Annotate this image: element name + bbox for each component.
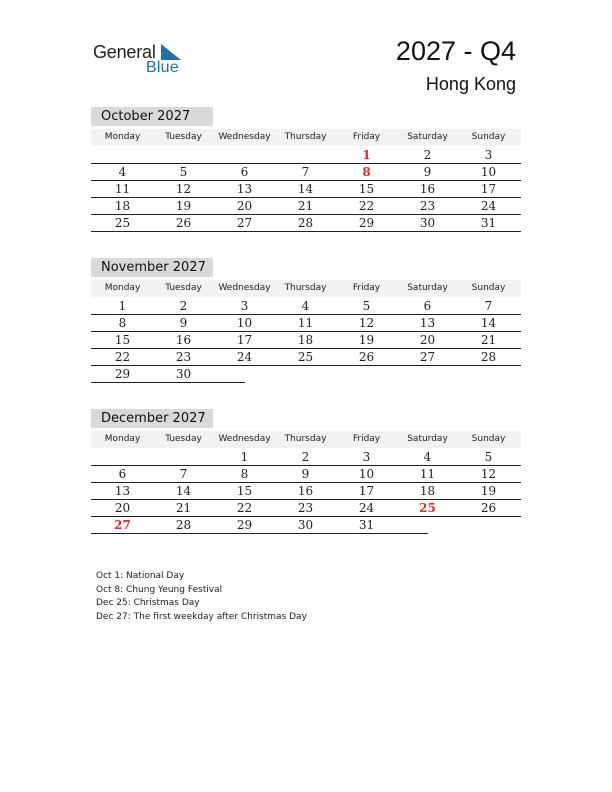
day-cell: 31 bbox=[480, 216, 497, 230]
day-cell: 27 bbox=[236, 216, 253, 230]
weekday-label: Wednesday bbox=[218, 434, 271, 444]
logo-blue-text: Blue bbox=[146, 59, 179, 76]
day-cell: 10 bbox=[480, 165, 497, 179]
weekday-label: Monday bbox=[104, 132, 141, 142]
day-cell: 18 bbox=[297, 333, 314, 347]
logo bbox=[93, 40, 193, 80]
day-cell: 5 bbox=[179, 165, 188, 179]
day-cell: 29 bbox=[114, 367, 131, 381]
empty-day-cell bbox=[458, 366, 519, 383]
weekday-label: Friday bbox=[352, 132, 381, 142]
day-cell: 25 bbox=[114, 216, 131, 230]
empty-day-cell bbox=[458, 517, 519, 534]
day-cell: 11 bbox=[419, 467, 436, 481]
day-cell: 17 bbox=[358, 484, 375, 498]
day-cell: 12 bbox=[480, 467, 497, 481]
empty-day-cell bbox=[153, 449, 214, 466]
day-cell: 19 bbox=[358, 333, 375, 347]
day-cell: 18 bbox=[419, 484, 436, 498]
month-block bbox=[91, 409, 521, 539]
month-block bbox=[91, 107, 521, 237]
day-cell: 20 bbox=[114, 501, 131, 515]
day-cell: 21 bbox=[175, 501, 192, 515]
day-cell: 9 bbox=[423, 165, 432, 179]
day-cell: 19 bbox=[480, 484, 497, 498]
day-cell: 1 bbox=[362, 148, 371, 162]
empty-day-cell bbox=[275, 147, 336, 164]
day-cell: 8 bbox=[240, 467, 249, 481]
day-cell: 20 bbox=[236, 199, 253, 213]
day-cell: 15 bbox=[358, 182, 375, 196]
day-cell: 27 bbox=[114, 518, 131, 532]
weekday-label: Thursday bbox=[284, 132, 327, 142]
weekday-label: Friday bbox=[352, 434, 381, 444]
day-cell: 6 bbox=[423, 299, 432, 313]
day-cell: 18 bbox=[114, 199, 131, 213]
empty-day-cell bbox=[214, 147, 275, 164]
day-cell: 1 bbox=[118, 299, 127, 313]
day-cell: 3 bbox=[484, 148, 493, 162]
day-cell: 15 bbox=[236, 484, 253, 498]
day-cell: 30 bbox=[297, 518, 314, 532]
weekday-header-row bbox=[91, 280, 521, 297]
page-title: 2027 - Q4 bbox=[395, 36, 516, 66]
empty-day-cell bbox=[397, 517, 458, 534]
weekday-label: Sunday bbox=[471, 132, 506, 142]
holiday-note: Oct 8: Chung Yeung Festival bbox=[96, 584, 223, 595]
day-cell: 28 bbox=[175, 518, 192, 532]
day-cell: 8 bbox=[118, 316, 127, 330]
weekday-label: Saturday bbox=[407, 132, 448, 142]
day-cell: 5 bbox=[362, 299, 371, 313]
weekday-label: Tuesday bbox=[165, 434, 202, 444]
day-cell: 7 bbox=[484, 299, 493, 313]
day-cell: 9 bbox=[179, 316, 188, 330]
holiday-note: Oct 1: National Day bbox=[96, 571, 185, 581]
day-cell: 4 bbox=[423, 450, 432, 464]
day-cell: 13 bbox=[236, 182, 253, 196]
day-cell: 10 bbox=[358, 467, 375, 481]
day-cell: 11 bbox=[114, 182, 131, 196]
row-divider bbox=[91, 533, 428, 534]
holiday-notes bbox=[96, 570, 496, 624]
day-cell: 3 bbox=[240, 299, 249, 313]
day-cell: 24 bbox=[480, 199, 497, 213]
month-title: December 2027 bbox=[91, 409, 213, 428]
holiday-note: Dec 25: Christmas Day bbox=[96, 598, 200, 608]
day-cell: 4 bbox=[301, 299, 310, 313]
weekday-label: Sunday bbox=[471, 283, 506, 293]
day-cell: 2 bbox=[179, 299, 188, 313]
day-cell: 14 bbox=[480, 316, 497, 330]
weekday-label: Thursday bbox=[284, 434, 327, 444]
day-cell: 23 bbox=[419, 199, 436, 213]
day-cell: 27 bbox=[419, 350, 436, 364]
weekday-label: Tuesday bbox=[165, 132, 202, 142]
day-cell: 30 bbox=[175, 367, 192, 381]
day-cell: 14 bbox=[175, 484, 192, 498]
logo-general-text: General bbox=[93, 42, 156, 62]
day-cell: 26 bbox=[175, 216, 192, 230]
day-cell: 6 bbox=[118, 467, 127, 481]
day-cell: 31 bbox=[358, 518, 375, 532]
month-title: November 2027 bbox=[91, 258, 213, 277]
day-cell: 1 bbox=[240, 450, 249, 464]
empty-day-cell bbox=[397, 366, 458, 383]
day-cell: 22 bbox=[114, 350, 131, 364]
empty-day-cell bbox=[214, 366, 275, 383]
day-cell: 8 bbox=[362, 165, 371, 179]
day-cell: 26 bbox=[358, 350, 375, 364]
weekday-label: Monday bbox=[104, 434, 141, 444]
day-cell: 12 bbox=[175, 182, 192, 196]
day-cell: 25 bbox=[297, 350, 314, 364]
day-cell: 5 bbox=[484, 450, 493, 464]
day-cell: 29 bbox=[236, 518, 253, 532]
day-cell: 26 bbox=[480, 501, 497, 515]
day-cell: 4 bbox=[118, 165, 127, 179]
empty-day-cell bbox=[336, 366, 397, 383]
empty-day-cell bbox=[92, 147, 153, 164]
empty-day-cell bbox=[275, 366, 336, 383]
weekday-label: Friday bbox=[352, 283, 381, 293]
day-cell: 3 bbox=[362, 450, 371, 464]
holiday-note: Dec 27: The first weekday after Christmas Day bbox=[96, 611, 307, 622]
day-cell: 13 bbox=[419, 316, 436, 330]
row-divider bbox=[91, 382, 245, 383]
day-cell: 24 bbox=[236, 350, 253, 364]
day-cell: 12 bbox=[358, 316, 375, 330]
day-cell: 11 bbox=[297, 316, 314, 330]
empty-day-cell bbox=[153, 147, 214, 164]
day-cell: 17 bbox=[236, 333, 253, 347]
day-cell: 21 bbox=[480, 333, 497, 347]
weekday-label: Saturday bbox=[407, 283, 448, 293]
day-cell: 16 bbox=[297, 484, 314, 498]
day-cell: 15 bbox=[114, 333, 131, 347]
day-cell: 29 bbox=[358, 216, 375, 230]
month-title: October 2027 bbox=[91, 107, 213, 126]
weekday-label: Tuesday bbox=[165, 283, 202, 293]
day-cell: 21 bbox=[297, 199, 314, 213]
day-cell: 28 bbox=[480, 350, 497, 364]
month-block bbox=[91, 258, 521, 388]
day-cell: 16 bbox=[175, 333, 192, 347]
day-cell: 7 bbox=[179, 467, 188, 481]
day-cell: 10 bbox=[236, 316, 253, 330]
weekday-label: Saturday bbox=[407, 434, 448, 444]
day-cell: 14 bbox=[297, 182, 314, 196]
weekday-label: Sunday bbox=[471, 434, 506, 444]
weekday-header-row bbox=[91, 129, 521, 146]
day-cell: 24 bbox=[358, 501, 375, 515]
day-cell: 23 bbox=[175, 350, 192, 364]
page-subtitle: Hong Kong bbox=[425, 74, 516, 94]
day-cell: 28 bbox=[297, 216, 314, 230]
row-divider bbox=[91, 231, 521, 232]
day-cell: 25 bbox=[419, 501, 436, 515]
day-cell: 13 bbox=[114, 484, 131, 498]
day-cell: 2 bbox=[301, 450, 310, 464]
day-cell: 22 bbox=[358, 199, 375, 213]
day-cell: 19 bbox=[175, 199, 192, 213]
weekday-label: Wednesday bbox=[218, 283, 271, 293]
day-cell: 16 bbox=[419, 182, 436, 196]
day-cell: 9 bbox=[301, 467, 310, 481]
day-cell: 7 bbox=[301, 165, 310, 179]
weekday-label: Thursday bbox=[284, 283, 327, 293]
day-cell: 23 bbox=[297, 501, 314, 515]
logo-triangle-icon bbox=[161, 44, 181, 60]
day-cell: 17 bbox=[480, 182, 497, 196]
day-cell: 20 bbox=[419, 333, 436, 347]
weekday-label: Wednesday bbox=[218, 132, 271, 142]
day-cell: 6 bbox=[240, 165, 249, 179]
day-cell: 30 bbox=[419, 216, 436, 230]
weekday-label: Monday bbox=[104, 283, 141, 293]
weekday-header-row bbox=[91, 431, 521, 448]
day-cell: 22 bbox=[236, 501, 253, 515]
day-cell: 2 bbox=[423, 148, 432, 162]
empty-day-cell bbox=[92, 449, 153, 466]
